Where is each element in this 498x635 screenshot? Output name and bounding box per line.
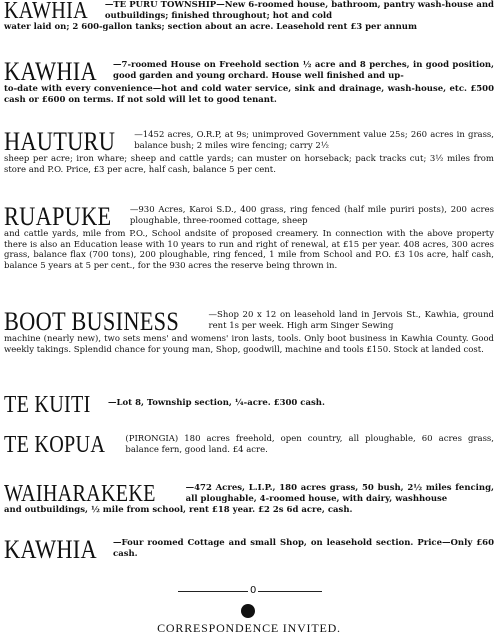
listing-lead: —Shop 20 x 12 on leasehold land in Jervois St., Kawhia, ground rent 1s per week. High arm Singer Sewing [208, 310, 494, 331]
listing-waiharakeke [4, 483, 494, 516]
listing-heading: TE KOPUA [4, 432, 106, 458]
listing-te-kopua [4, 434, 494, 456]
listing-heading: KAWHIA [4, 0, 88, 24]
listing-head [4, 535, 494, 564]
listing-head [4, 307, 494, 336]
listing-heading: BOOT BUSINESS [4, 307, 180, 336]
listing-heading: RUAPUKE [4, 202, 112, 231]
listing-kawhia-shop [4, 535, 494, 564]
listing-head [4, 202, 494, 231]
listing-lead: (PIRONGIA) 180 acres freehold, open country, all ploughable, 60 acres grass, balance fern, good land. £4 acre. [125, 434, 494, 455]
listing-head [4, 483, 494, 505]
footer-separator-mark: 0 [250, 585, 257, 596]
listing-lead: —TE PURU TOWNSHIP—New 6-roomed house, bathroom, pantry wash-house and outbuildings; finished throughout; hot and cold [104, 0, 494, 21]
listing-lead: —1452 acres, O.R.P, at 9s; unimproved Government value 25s; 260 acres in grass, balance bush; 2 miles wire fencing; carry 2½ [134, 130, 494, 151]
listing-boot-business [4, 307, 494, 355]
listing-lead: —7-roomed House on Freehold section ½ acre and 8 perches, in good position, good garden and young orchard. House well finished and up- [113, 60, 494, 81]
listing-body: sheep per acre; iron whare; sheep and cattle yards; can muster on horseback; pack tracks cut; 3½ miles from store and P.O. Price, £3 per acre, half cash, balance 5 per cent. [4, 154, 494, 175]
listing-heading: KAWHIA [4, 535, 97, 564]
listing-lead: —Four roomed Cottage and small Shop, on leasehold section. Price—Only £60 cash. [113, 538, 494, 559]
listing-body: water laid on; 2 600-gallon tanks; section about an acre. Leasehold rent £3 per annum [4, 22, 417, 32]
listing-lead: —Lot 8, Township section, ¼-acre. £300 cash. [108, 398, 325, 408]
listing-heading: TE KUITI [4, 392, 91, 418]
listing-ruapuke [4, 202, 494, 271]
listing-kawhia-te-puru [4, 0, 494, 33]
listing-head [4, 57, 494, 86]
listing-lead: —472 Acres, L.I.P., 180 acres grass, 50 bush, 2½ miles fencing, all ploughable, 4-roomed house, with dairy, washhouse [185, 483, 494, 504]
listing-lead: —930 Acres, Karoi S.D., 400 grass, ring fenced (half mile puriri posts), 200 acres ploughable, three-roomed cottage, sheep [129, 205, 494, 226]
listing-kawhia-freehold [4, 57, 494, 105]
listing-body: and cattle yards, mile from P.O., School andsite of proposed creamery. In connection with the above property there is also an Education lease with 10 years to run and right of renewal, at £15 per year. 408 acres, 300 acres grass, balance flax (700 tons), 200 ploughable, ring fenced, 1 mile from School and P.O. £3 10s acre, half cash, balance 5 years at 5 per cent., for the 930 acres the reserve being thrown in. [4, 229, 494, 271]
listing-heading: HAUTURU [4, 127, 116, 156]
listing-head [4, 127, 494, 156]
listing-head [4, 0, 494, 22]
listing-hauturu [4, 127, 494, 175]
footer-bullet-icon [241, 604, 255, 618]
listing-head [4, 434, 494, 456]
listing-body: to-date with every convenience—hot and cold water service, sink and drainage, wash-house, etc. £500 cash or £600 on terms. If not sold will let to good tenant. [4, 84, 494, 105]
listing-body: machine (nearly new), two sets mens' and womens' iron lasts, tools. Only boot business in Kawhia County. Good weekly takings. Splendid chance for young man, Shop, goodwill, machine and tools £150. Stock at landed cost. [4, 334, 494, 355]
listing-heading: WAIHARAKEKE [4, 481, 156, 507]
listing-body: and outbuildings, ½ mile from school, rent £18 year. £2 2s 6d acre, cash. [4, 505, 353, 515]
correspondence-invited: CORRESPONDENCE INVITED. [157, 621, 341, 635]
listing-heading: KAWHIA [4, 57, 97, 86]
listing-head [4, 394, 494, 416]
listing-te-kuiti [4, 394, 494, 416]
